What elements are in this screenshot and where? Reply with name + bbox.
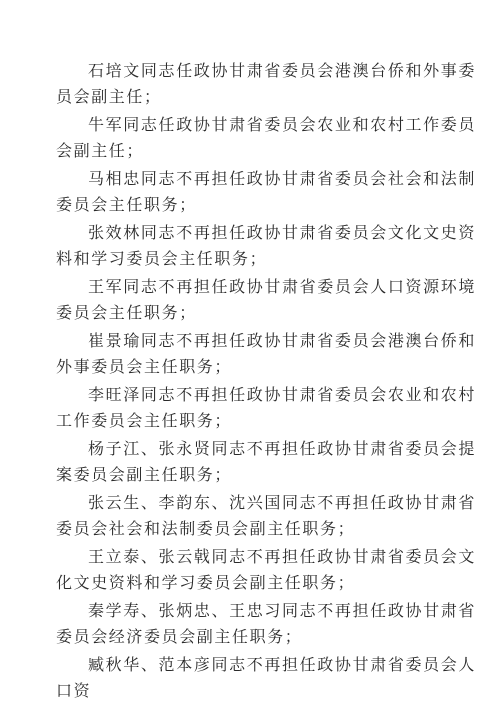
paragraph-removal-ma-xiangzhong: 马相忠同志不再担任政协甘肃省委员会社会和法制委员会主任职务； <box>56 169 476 214</box>
paragraph-removal-wang-jun: 王军同志不再担任政协甘肃省委员会人口资源环境委员会主任职务； <box>56 277 476 322</box>
paragraph-removal-zhang-xiaolin: 张效林同志不再担任政协甘肃省委员会文化文史资料和学习委员会主任职务； <box>56 223 476 268</box>
paragraph-appointment-niu-jun: 牛军同志任政协甘肃省委员会农业和农村工作委员会副主任； <box>56 115 476 160</box>
paragraph-removal-yang-zijiang: 杨子江、张永贤同志不再担任政协甘肃省委员会提案委员会副主任职务； <box>56 439 476 484</box>
paragraph-removal-li-wangze: 李旺泽同志不再担任政协甘肃省委员会农业和农村工作委员会主任职务； <box>56 385 476 430</box>
paragraph-removal-zhang-yunsheng: 张云生、李韵东、沈兴国同志不再担任政协甘肃省委员会社会和法制委员会副主任职务； <box>56 493 476 538</box>
paragraph-appointment-shi-peiwen: 石培文同志任政协甘肃省委员会港澳台侨和外事委员会副主任； <box>56 61 476 106</box>
paragraph-removal-wang-litai: 王立泰、张云戟同志不再担任政协甘肃省委员会文化文史资料和学习委员会副主任职务； <box>56 547 476 592</box>
paragraph-removal-zang-qiuhua: 臧秋华、范本彦同志不再担任政协甘肃省委员会人口资 <box>56 655 476 700</box>
paragraph-removal-cui-jingyu: 崔景瑜同志不再担任政协甘肃省委员会港澳台侨和外事委员会主任职务； <box>56 331 476 376</box>
document-body <box>56 58 476 706</box>
paragraph-removal-qin-xueshou: 秦学寿、张炳忠、王忠习同志不再担任政协甘肃省委员会经济委员会副主任职务； <box>56 601 476 646</box>
